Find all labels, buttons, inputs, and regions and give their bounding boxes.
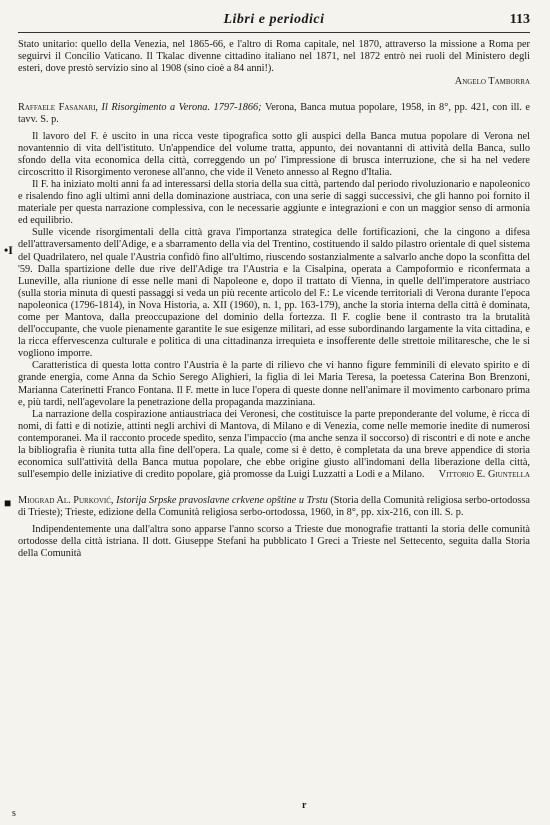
review-title: Il Risorgimento a Verona. 1797-1866; xyxy=(101,102,262,114)
page xyxy=(18,12,530,560)
review-fasanari xyxy=(18,102,530,481)
page-number: 113 xyxy=(509,12,530,27)
review-tamborra-tail xyxy=(18,39,530,88)
margin-mark: ■ xyxy=(4,496,12,510)
review-tail-paragraph: Stato unitario: quello della Venezia, nel 1865-66, e l'altro di Roma capitale, nel 1870, attraverso la missione a Roma per seguirvi il Concilio Vaticano. Il Tkalac divenne cittadino italiano nel 1871, nel 1872 entrò nei ruoli del Ministero degli esteri, dove prestò servizio sino al 1908 (sino cioè a 84 anni!). xyxy=(18,39,530,75)
margin-mark: •I xyxy=(4,243,13,257)
review-paragraph-1: Il lavoro del F. è uscito in una ricca veste tipografica sotto gli auspici della Banca mutua popolare di Verona nel novantennio di vita dell'istituto. Un'appendice del volume tratta, appunto, dei novantanni di attività della Banca, sullo sfondo della vita economica della città, correggendo un po' l'impressione di brusca interruzione, che si ha nel vedere circoscritto il Risorgimento veronese all'anno, che vide il Veneto annesso al Regno d'Italia. xyxy=(18,130,530,178)
review-purkovic xyxy=(18,495,530,559)
signature-giuntella: Vittorio E. Giuntella xyxy=(438,469,530,481)
review-paragraph-3: Sulle vicende risorgimentali della città grava l'importanza strategica delle fortificazioni, che la cingono a difesa dell'attraversamento dell'Adige, e a sbarramento della via del Trentino, costituendo il saldo pilastro orientale di quel sistema del Quadrilatero, nel quale l'Austria confidò fino all'ultimo, riuscendo sostanzialmente a salvarlo anche dopo la sconfitta del '59. Dalla spartizione delle due rive dell'Adige tra l'Austria e la Cisalpina, operata a Campoformio e riconfermata a Luneville, alla riunione di esse nelle mani di Napoleone e, dopo il trattato di Vienna, in quelle dell'imperatore austriaco (sulla storia minuta di questi passaggi si veda un più recente articolo del F.: Le vicende territoriali di Verona durante l'epoca napoleonica (1796-1814), in Nova Historia, a. XII (1960), n. 1, pp. 163-179), anche la storia interna della città è dominata, come per Mantova, dalla preoccupazione del dominio della fortezza. Il F. coglie bene il contrasto tra la brutalità dell'occupante, che vuole pienamente garantite le sue esigenze militari, ad esse subordinando largamente la vita cittadina, e la ricca effervescenza culturale e politica di una cittadinanza irrequieta e insofferente delle strettoie militaresche, che le si vogliono imporre. xyxy=(18,227,530,360)
print-mark: r xyxy=(302,800,307,811)
review-paragraph-5: La narrazione della cospirazione antiaustriaca dei Veronesi, che costituisce la parte preponderante del volume, è ricca di nomi, di fatti e di notizie, attinti negli archivi di Mantova, di Milano e di Venezia, come nelle memorie inedite di numerosi contemporanei. Ma il racconto procede spedito, senza l'impaccio (ma anche senza il soccorso) di riscontri e di note e anche la bibliografia è riunita tutta alla fine dell'opera. La quale, come si è detto, è completata da una breve appendice di storia economica sull'attività della Banca mutua popolare, che ebbe origine giusto all'indomani della liberazione della città, sull'esempio delle iniziative di credito popolare, già promosse da Luigi Luzzatti a Lodi e a Milano. xyxy=(18,408,530,481)
running-header xyxy=(18,12,530,33)
footer-mark: s xyxy=(12,808,16,819)
review-author: Raffaele Fasanari, xyxy=(18,102,99,114)
signature-tamborra: Angelo Tamborra xyxy=(454,76,530,88)
review-paragraph: Indipendentemente una dall'altra sono apparse l'anno scorso a Trieste due monografie trattanti la storia delle comunità ortodosse della città istriana. Il dott. Giuseppe Stefani ha pubblicato I Greci a Trieste nel Settecento, seguita dalla Storia della Comunità xyxy=(18,523,530,559)
running-title: Libri e periodici xyxy=(223,12,325,27)
review-imprint: Verona, Banca mutua popolare, 1958, in 8°, pp. 421, con ill. e tavv. S. p. xyxy=(18,102,530,126)
review-fasanari-heading xyxy=(18,102,530,126)
review-paragraph-2: Il F. ha iniziato molti anni fa ad interessarsi della storia della sua città, partendo dal periodo rivoluzionario e napoleonico e risalendo fino agli ultimi anni della dominazione austriaca, con una serie di saggi successivi, che gli hanno poi fornito il materiale per questa narrazione complessiva, con le necessarie aggiunte e integrazioni e con un maggior senso di armonia ed equilibrio. xyxy=(18,178,530,227)
review-paragraph-4: Caratteristica di questa lotta contro l'Austria è la parte di rilievo che vi hanno figure femminili di elevato spirito e di grande energia, come Anna da Schio Serego Alighieri, la figlia di lei Maria Teresa, la poetessa Caterina Bon Brenzoni, Marianna Caterinetti Franco Fontana. Il F. mette in luce l'opera di queste donne nell'animare il movimento carbonaro prima e, più tardi, nell'agevolare la penetrazione della propaganda mazziniana. xyxy=(18,360,530,408)
review-title: Istorija Srpske pravoslavne crkvene opštine u Trstu xyxy=(116,495,328,507)
review-imprint: (Storia della Comunità religiosa serbo-ortodossa di Trieste); Trieste, edizione della Comunità religiosa serbo-ortodossa, 1960, in 8°, pp. xix-216, con ill. S. p. xyxy=(18,495,531,519)
review-purkovic-heading xyxy=(18,495,530,519)
review-author: Miograd Al. Purković, xyxy=(18,495,114,507)
